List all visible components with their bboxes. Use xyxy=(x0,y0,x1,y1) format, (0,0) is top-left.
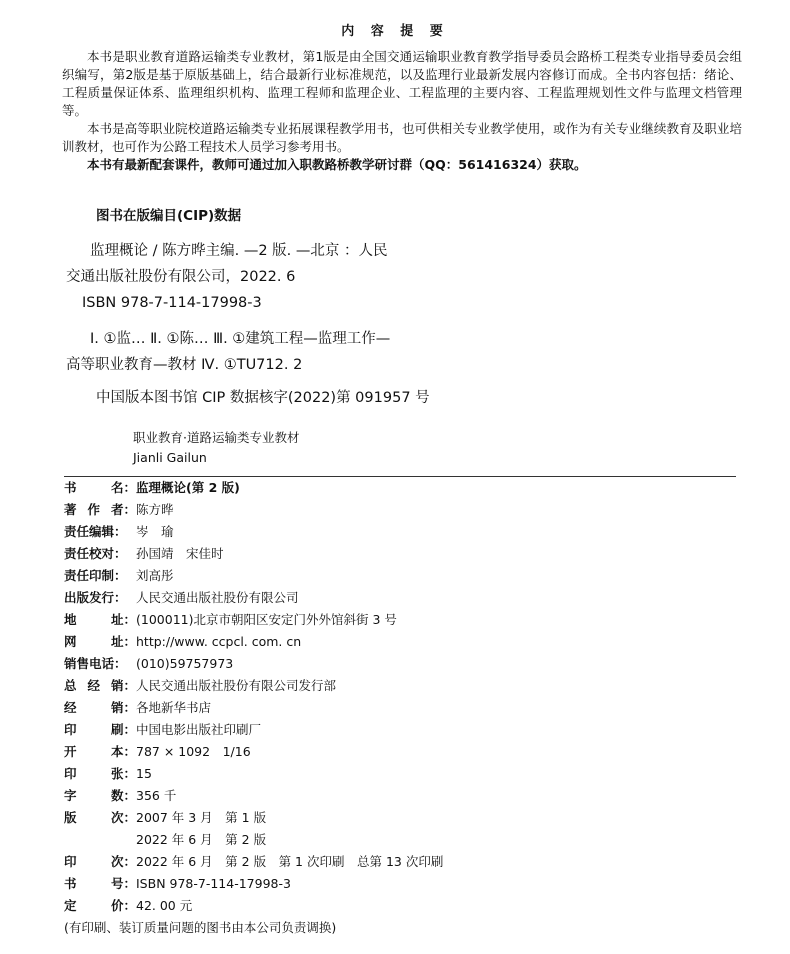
detail-label xyxy=(64,477,136,499)
detail-row xyxy=(64,653,443,675)
detail-label-part: 书 xyxy=(64,480,77,495)
title-pinyin: Jianli Gailun xyxy=(133,450,207,465)
detail-label-part: 者： xyxy=(110,502,136,517)
detail-label-part: 书 xyxy=(64,876,77,891)
detail-label xyxy=(64,499,136,521)
series-name: 职业教育·道路运输类专业教材 xyxy=(133,430,300,445)
detail-label-part: 出版发行： xyxy=(64,590,127,605)
detail-label-part: 总 xyxy=(64,678,77,693)
detail-label-part: 价： xyxy=(110,898,136,913)
detail-value: 岑 瑜 xyxy=(136,524,174,539)
detail-label-part: 张： xyxy=(110,766,136,781)
detail-value: (100011)北京市朝阳区安定门外外馆斜街 3 号 xyxy=(136,612,397,627)
detail-value: 2022 年 6 月 第 2 版 第 1 次印刷 总第 13 次印刷 xyxy=(136,854,444,869)
detail-value: 356 千 xyxy=(136,788,177,803)
series-block xyxy=(133,428,299,468)
detail-label-part: 著 xyxy=(64,502,77,517)
page-title: 内 容 提 要 xyxy=(341,24,449,39)
cip-line: 高等职业教育—教材 Ⅳ. ①TU712. 2 xyxy=(66,357,303,373)
detail-label xyxy=(64,719,136,741)
detail-label xyxy=(64,785,136,807)
detail-value: 孙国靖 宋佳时 xyxy=(136,546,224,561)
detail-row xyxy=(64,829,443,851)
detail-label-part: 经 xyxy=(87,678,100,693)
cip-line: 监理概论 / 陈方晔主编. —2 版. —北京 ：人民 xyxy=(90,243,388,259)
detail-label-part: 印 xyxy=(64,766,77,781)
detail-value: (010)59757973 xyxy=(136,656,234,671)
detail-label-part: 名： xyxy=(110,480,136,495)
detail-row xyxy=(64,873,443,895)
quality-note: (有印刷、装订质量问题的图书由本公司负责调换) xyxy=(64,920,337,935)
detail-label-part: 销： xyxy=(110,678,136,693)
publication-details xyxy=(64,477,443,917)
detail-value: 陈方晔 xyxy=(136,502,174,517)
detail-label-part: 开 xyxy=(64,744,77,759)
detail-label-part: 经 xyxy=(64,700,77,715)
detail-label-part: 作 xyxy=(87,502,100,517)
cip-line: 交通出版社股份有限公司，2022. 6 xyxy=(66,269,296,285)
detail-label xyxy=(64,521,136,543)
summary-paragraph: 本书是高等职业院校道路运输类专业拓展课程教学用书，也可供相关专业教学使用，或作为有关专业继续教育及职业培训教材，也可作为公路工程技术人员学习参考用书。 xyxy=(62,121,742,154)
detail-label xyxy=(64,873,136,895)
detail-value: 人民交通出版社股份有限公司 xyxy=(136,590,299,605)
detail-label xyxy=(64,653,136,675)
detail-label-part: 数： xyxy=(110,788,136,803)
detail-label xyxy=(64,763,136,785)
detail-row xyxy=(64,609,443,631)
detail-row xyxy=(64,807,443,829)
detail-label-part: 址： xyxy=(110,634,136,649)
detail-row xyxy=(64,565,443,587)
detail-label xyxy=(64,697,136,719)
detail-label-part: 定 xyxy=(64,898,77,913)
detail-value: 人民交通出版社股份有限公司发行部 xyxy=(136,678,337,693)
detail-label-part: 号： xyxy=(110,876,136,891)
detail-row xyxy=(64,895,443,917)
detail-label-part: 址： xyxy=(110,612,136,627)
detail-value: 各地新华书店 xyxy=(136,700,212,715)
detail-label-part: 版 xyxy=(64,810,77,825)
detail-label-part: 次： xyxy=(110,854,136,869)
detail-label xyxy=(64,565,136,587)
cip-record xyxy=(66,238,490,316)
detail-row xyxy=(64,719,443,741)
detail-label-part: 责任编辑： xyxy=(64,524,127,539)
detail-value: 监理概论(第 2 版) xyxy=(136,480,240,495)
detail-label-part: 责任印制： xyxy=(64,568,127,583)
detail-value: http://www. ccpcl. com. cn xyxy=(136,634,302,649)
cip-number: 中国版本图书馆 CIP 数据核字(2022)第 091957 号 xyxy=(96,390,430,406)
cip-line: ISBN 978-7-114-17998-3 xyxy=(82,295,262,311)
detail-value: 787 × 1092 1/16 xyxy=(136,744,251,759)
detail-row xyxy=(64,697,443,719)
detail-value: 15 xyxy=(136,766,152,781)
detail-row xyxy=(64,499,443,521)
cip-heading: 图书在版编目(CIP)数据 xyxy=(96,208,242,224)
detail-value: 刘高彤 xyxy=(136,568,174,583)
detail-value: 2007 年 3 月 第 1 版 xyxy=(136,810,267,825)
detail-row xyxy=(64,763,443,785)
detail-row xyxy=(64,477,443,499)
detail-label xyxy=(64,631,136,653)
detail-row xyxy=(64,851,443,873)
detail-label-part: 刷： xyxy=(110,722,136,737)
detail-row xyxy=(64,587,443,609)
detail-value: 2022 年 6 月 第 2 版 xyxy=(136,832,267,847)
detail-label xyxy=(64,675,136,697)
summary-section xyxy=(62,48,742,174)
detail-label-part: 销： xyxy=(110,700,136,715)
detail-value: 中国电影出版社印刷厂 xyxy=(136,722,262,737)
detail-label-part: 销售电话： xyxy=(64,656,127,671)
detail-label xyxy=(64,895,136,917)
detail-label-part: 网 xyxy=(64,634,77,649)
detail-row xyxy=(64,631,443,653)
detail-label-part: 责任校对： xyxy=(64,546,127,561)
detail-label xyxy=(64,807,136,829)
detail-label-part: 本： xyxy=(110,744,136,759)
summary-paragraph: 本书是职业教育道路运输类专业教材，第1版是由全国交通运输职业教育教学指导委员会路桥工程类专业指导委员会组织编写，第2版是基于原版基础上，结合最新行业标准规范，以及监理行业最新发展内容修订而成。全书内容包括：绪论、工程质量保证体系、监理组织机构、监理工程师和监理企业、工程监理的主要内容、工程监理规划性文件与监理文档管理等。 xyxy=(62,49,742,118)
detail-value: 42. 00 元 xyxy=(136,898,193,913)
detail-row xyxy=(64,785,443,807)
detail-value: ISBN 978-7-114-17998-3 xyxy=(136,876,291,891)
detail-label-part: 地 xyxy=(64,612,77,627)
detail-row xyxy=(64,521,443,543)
detail-label xyxy=(64,851,136,873)
detail-label xyxy=(64,609,136,631)
detail-row xyxy=(64,741,443,763)
detail-label-part: 次： xyxy=(110,810,136,825)
detail-label-part: 字 xyxy=(64,788,77,803)
detail-label xyxy=(64,587,136,609)
cip-classification xyxy=(66,326,490,378)
courseware-notice: 本书有最新配套课件，教师可通过加入职教路桥教学研讨群（QQ：561416324）获取。 xyxy=(87,157,587,172)
detail-label xyxy=(64,741,136,763)
detail-label-part: 印 xyxy=(64,854,77,869)
cip-line: Ⅰ. ①监… Ⅱ. ①陈… Ⅲ. ①建筑工程—监理工作— xyxy=(90,331,391,347)
detail-row xyxy=(64,675,443,697)
detail-row xyxy=(64,543,443,565)
detail-label-part: 印 xyxy=(64,722,77,737)
detail-label xyxy=(64,543,136,565)
